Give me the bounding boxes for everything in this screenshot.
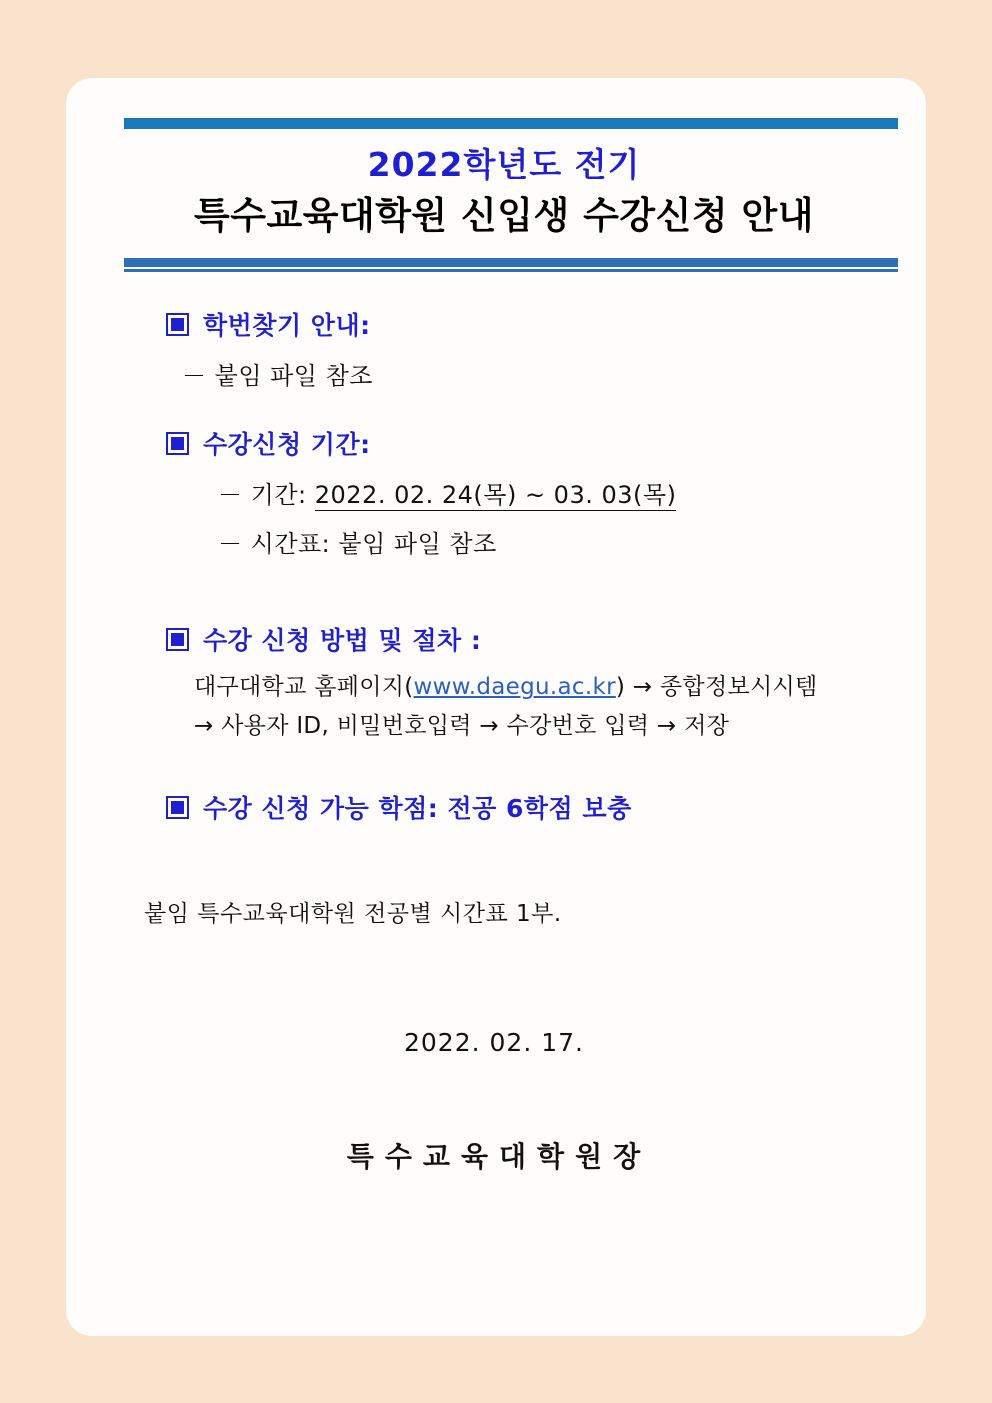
document-title-block xyxy=(122,129,886,248)
section-credits xyxy=(122,789,886,825)
section-method xyxy=(122,621,886,745)
method-line-1-post: ) → 종합정보시시템 xyxy=(615,674,818,701)
square-bullet-icon xyxy=(166,432,189,455)
method-line-1-pre: 대구대학교 홈페이지( xyxy=(194,674,414,701)
square-bullet-icon xyxy=(166,796,189,819)
period-row xyxy=(122,475,886,510)
section-heading-registration-period xyxy=(122,425,886,461)
section-heading-text: 수강 신청 방법 및 절차 : xyxy=(203,626,482,656)
document-signature: 특수교육대학원장 xyxy=(346,1140,652,1174)
header-rule-bottom-thin xyxy=(124,269,898,272)
university-homepage-link[interactable]: www.daegu.ac.kr xyxy=(413,674,616,701)
document-content xyxy=(122,118,886,1175)
section-item-student-id: － 붙임 파일 참조 xyxy=(182,362,373,391)
schedule-row: － 시간표: 붙임 파일 참조 xyxy=(218,530,497,559)
section-heading-credits xyxy=(122,789,886,825)
header-rule-top xyxy=(124,118,898,129)
header-rule-bottom xyxy=(124,258,898,267)
square-bullet-icon xyxy=(166,628,189,651)
section-heading-text: 수강신청 기간: xyxy=(203,430,371,460)
section-heading-text: 학번찾기 안내: xyxy=(203,311,371,341)
method-line-2: → 사용자 ID, 비밀번호입력 → 수강번호 입력 → 저장 xyxy=(194,713,730,740)
attachment-note: 붙임 특수교육대학원 전공별 시간표 1부. xyxy=(144,901,562,928)
period-value: 2022. 02. 24(목) ~ 03. 03(목) xyxy=(314,481,677,510)
section-student-id xyxy=(122,306,886,391)
section-heading-text: 수강 신청 가능 학점: 전공 6학점 보충 xyxy=(203,794,632,824)
document-page xyxy=(66,78,926,1336)
method-line-1 xyxy=(122,669,886,706)
page-title-line2: 특수교육대학원 신입생 수강신청 안내 xyxy=(193,193,814,237)
section-heading-student-id xyxy=(122,306,886,342)
document-date: 2022. 02. 17. xyxy=(404,1028,584,1058)
period-label: － 기간: xyxy=(218,481,307,510)
section-heading-method xyxy=(122,621,886,657)
page-title-line1: 2022학년도 전기 xyxy=(367,145,641,184)
section-registration-period xyxy=(122,425,886,559)
square-bullet-icon xyxy=(166,313,189,336)
